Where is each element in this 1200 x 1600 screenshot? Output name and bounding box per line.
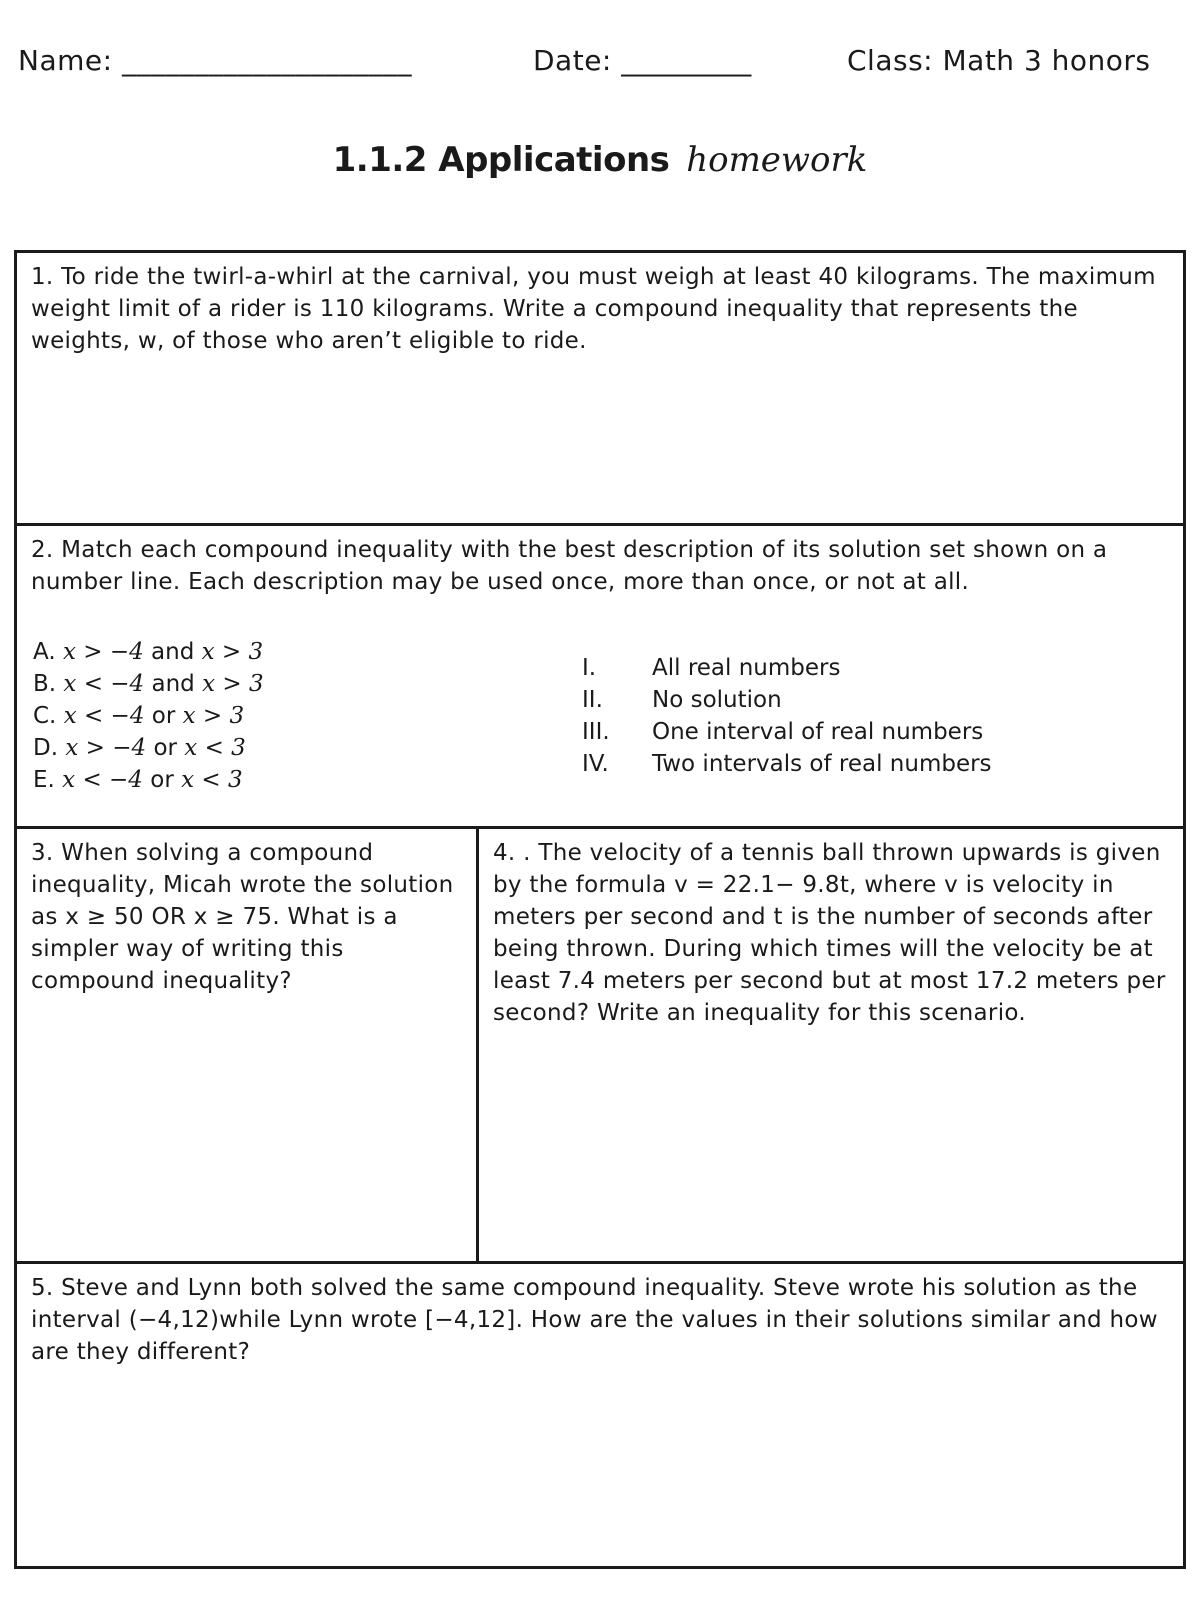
- question-4-box: [476, 826, 1186, 1264]
- title-script: homework: [686, 140, 868, 180]
- question-3-box: [14, 826, 479, 1264]
- title-main: 1.1.2 Applications: [332, 140, 670, 180]
- question-5-box: [14, 1261, 1186, 1569]
- inequality-a: A. x > −4 and x > 3: [33, 639, 264, 665]
- description-3: III. One interval of real numbers: [582, 719, 984, 745]
- question-1-text: 1. To ride the twirl-a-whirl at the carnival, you must weigh at least 40 kilograms. The maximum weight limit of a rider is 110 kilograms. Write a compound inequality that represents the weights, w, of those who aren’t eligible to ride.: [31, 264, 1156, 354]
- inequality-e: E. x < −4 or x < 3: [33, 767, 243, 793]
- page-title: [0, 140, 1200, 180]
- question-3-text: 3. When solving a compound inequality, Micah wrote the solution as x ≥ 50 OR x ≥ 75. What is a simpler way of writing this compound inequality?: [31, 840, 454, 994]
- inequality-b: B. x < −4 and x > 3: [33, 671, 264, 697]
- inequality-list: [33, 636, 264, 796]
- description-1: I. All real numbers: [582, 655, 841, 681]
- worksheet-header: [18, 44, 1182, 84]
- question-2-box: [14, 523, 1186, 829]
- name-field-label: Name: ____________________: [18, 44, 412, 77]
- description-list: [582, 652, 992, 780]
- description-4: IV. Two intervals of real numbers: [582, 751, 992, 777]
- question-5-text: 5. Steve and Lynn both solved the same compound inequality. Steve wrote his solution as the interval (−4,12)while Lynn wrote [−4,12]. How are the values in their solutions similar and how are they different?: [31, 1275, 1158, 1365]
- inequality-c: C. x < −4 or x > 3: [33, 703, 245, 729]
- date-field-label: Date: _________: [533, 44, 752, 77]
- question-1-box: [14, 250, 1186, 526]
- description-2: II. No solution: [582, 687, 782, 713]
- class-label: Class: Math 3 honors: [847, 44, 1151, 77]
- inequality-d: D. x > −4 or x < 3: [33, 735, 246, 761]
- question-4-text: 4. . The velocity of a tennis ball thrown upwards is given by the formula v = 22.1− 9.8t, where v is velocity in meters per second and t is the number of seconds after being thrown. During which times will the velocity be at least 7.4 meters per second but at most 17.2 meters per second? Write an inequality for this scenario.: [493, 840, 1166, 1026]
- question-2-text: 2. Match each compound inequality with the best description of its solution set shown on a number line. Each description may be used once, more than once, or not at all.: [31, 537, 1108, 595]
